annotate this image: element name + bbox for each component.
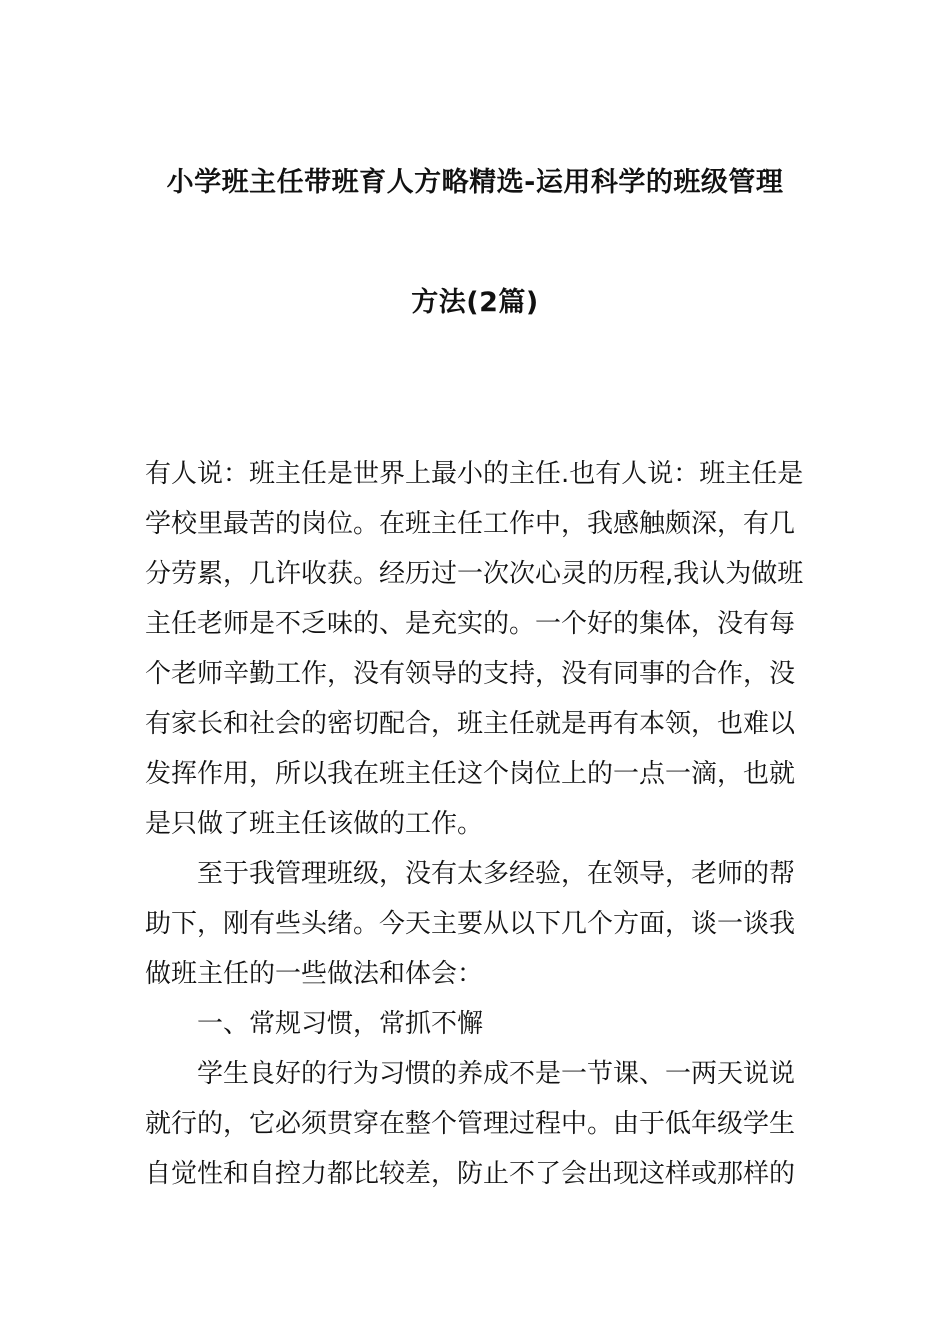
body-line: 主任老师是不乏味的、是充实的。一个好的集体，没有每 (145, 609, 796, 639)
body-line: 个老师辛勤工作，没有领导的支持，没有同事的合作，没 (145, 659, 796, 689)
body-line: 有家长和社会的密切配合，班主任就是再有本领，也难以 (145, 709, 796, 739)
body-line: 发挥作用，所以我在班主任这个岗位上的一点一滴，也就 (145, 759, 796, 789)
document-title-line-2: 方法(2篇) (411, 287, 539, 318)
document-title-line-1: 小学班主任带班育人方略精选-运用科学的班级管理 (166, 167, 784, 198)
body-line: 是只做了班主任该做的工作。 (145, 809, 484, 839)
body-line: 学校里最苦的岗位。在班主任工作中，我感触颇深，有几 (145, 509, 796, 539)
body-line: 分劳累，几许收获。经历过一次次心灵的历程,我认为做班 (145, 559, 804, 589)
body-line: 有人说：班主任是世界上最小的主任.也有人说：班主任是 (145, 459, 804, 489)
body-line: 自觉性和自控力都比较差，防止不了会出现这样或那样的 (145, 1159, 796, 1189)
body-line: 助下，刚有些头绪。今天主要从以下几个方面，谈一谈我 (145, 909, 796, 939)
body-line: 就行的，它必须贯穿在整个管理过程中。由于低年级学生 (145, 1109, 796, 1139)
section-heading: 一、常规习惯，常抓不懈 (197, 1009, 484, 1039)
body-line: 做班主任的一些做法和体会： (145, 959, 484, 989)
body-line: 至于我管理班级，没有太多经验，在领导，老师的帮 (197, 859, 796, 889)
body-line: 学生良好的行为习惯的养成不是一节课、一两天说说 (197, 1059, 796, 1089)
